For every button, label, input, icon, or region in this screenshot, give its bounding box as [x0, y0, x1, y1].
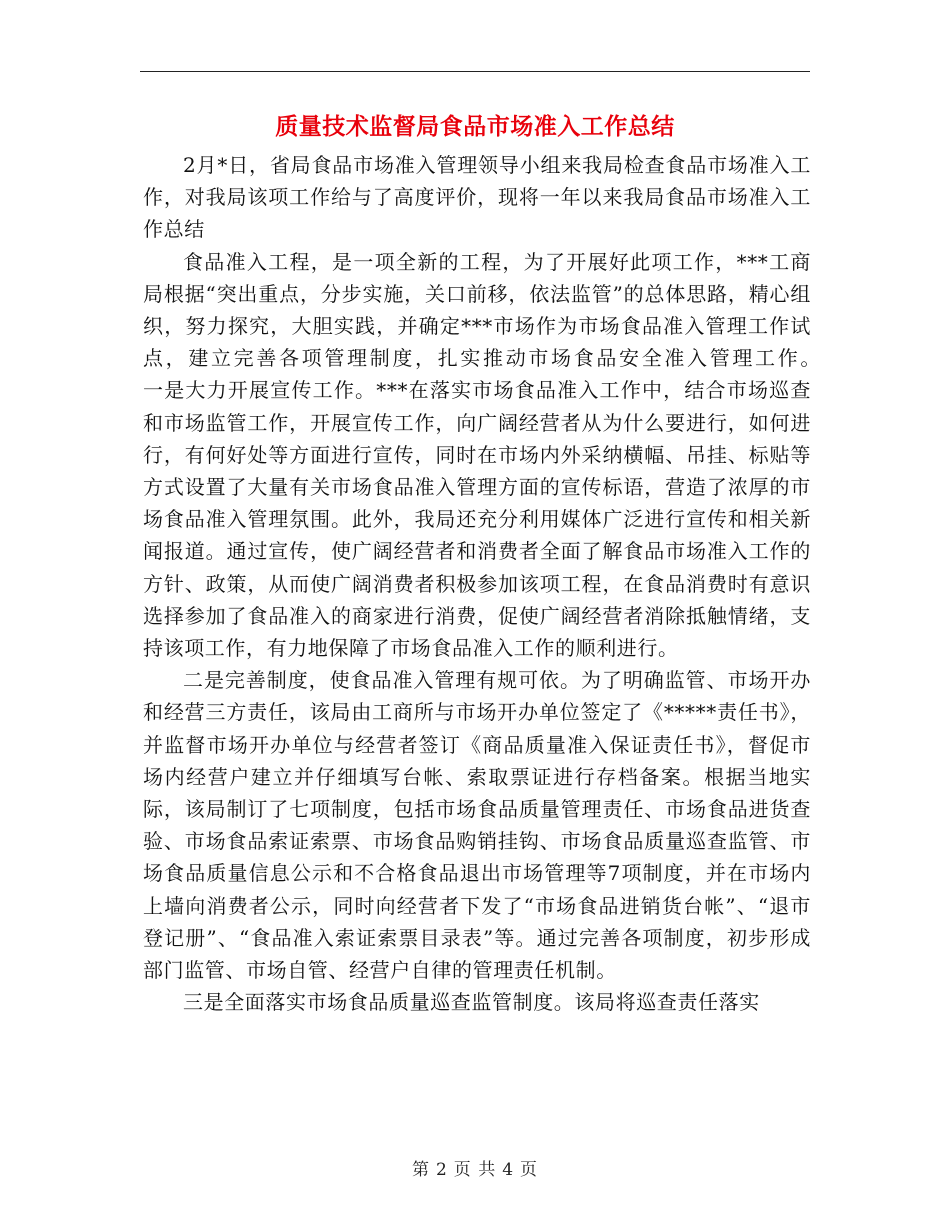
paragraph: 二是完善制度，使食品准入管理有规可依。为了明确监管、市场开办和经营三方责任，该局由工商所与市场开办单位签定了《*****责任书》，并监督市场开办单位与经营者签订《商品质量准入保证责任书》，督促市场内经营户建立并仔细填写台帐、索取票证进行存档备案。根据当地实际，该局制订了七项制度，包括市场食品质量管理责任、市场食品进货查验、市场食品索证索票、市场食品购销挂钩、市场食品质量巡查监管、市场食品质量信息公示和不合格食品退出市场管理等7项制度，并在市场内上墙向消费者公示，同时向经营者下发了“市场食品进销货台帐”、“退市登记册”、“食品准入索证索票目录表”等。通过完善各项制度，初步形成部门监管、市场自管、经营户自律的管理责任机制。 [143, 668, 811, 983]
footer-page-number: 2 [435, 1160, 448, 1180]
document-body [143, 149, 853, 1018]
paragraph: 食品准入工程，是一项全新的工程，为了开展好此项工作，***工商局根据“突出重点，分步实施，关口前移，依法监管”的总体思路，精心组织，努力探究，大胆实践，并确定***市场作为市场食品准入管理工作试点，建立完善各项管理制度，扎实推动市场食品安全准入管理工作。 一是大力开展宣传工作。***在落实市场食品准入工作中，结合市场巡查和市场监管工作，开展宣传工作，向广阔经营者从为什么要进行，如何进行，有何好处等方面进行宣传，同时在市场内外采纳横幅、吊挂、标贴等方式设置了大量有关市场食品准入管理方面的宣传标语，营造了浓厚的市场食品准入管理氛围。此外，我局还充分利用媒体广泛进行宣传和相关新闻报道。通过宣传，使广阔经营者和消费者全面了解食品市场准入工作的方针、政策，从而使广阔消费者积极参加该项工程，在食品消费时有意识选择参加了食品准入的商家进行消费，促使广阔经营者消除抵触情绪，支持该项工作，有力地保障了市场食品准入工作的顺利进行。 [143, 249, 853, 661]
paragraph: 2月*日，省局食品市场准入管理领导小组来我局检查食品市场准入工作，对我局该项工作给与了高度评价，现将一年以来我局食品市场准入工作总结 [143, 153, 811, 242]
footer-total-pages: 4 [502, 1160, 515, 1180]
document-title: 质量技术监督局食品市场准入工作总结 [275, 114, 675, 140]
footer-suffix: 页 [520, 1160, 539, 1180]
footer-prefix: 第 [411, 1160, 430, 1180]
footer-middle: 页 共 [453, 1160, 497, 1180]
page-footer [0, 1155, 950, 1180]
header-rule [140, 71, 810, 72]
paragraph: 三是全面落实市场食品质量巡查监管制度。该局将巡查责任落实 [183, 990, 760, 1015]
